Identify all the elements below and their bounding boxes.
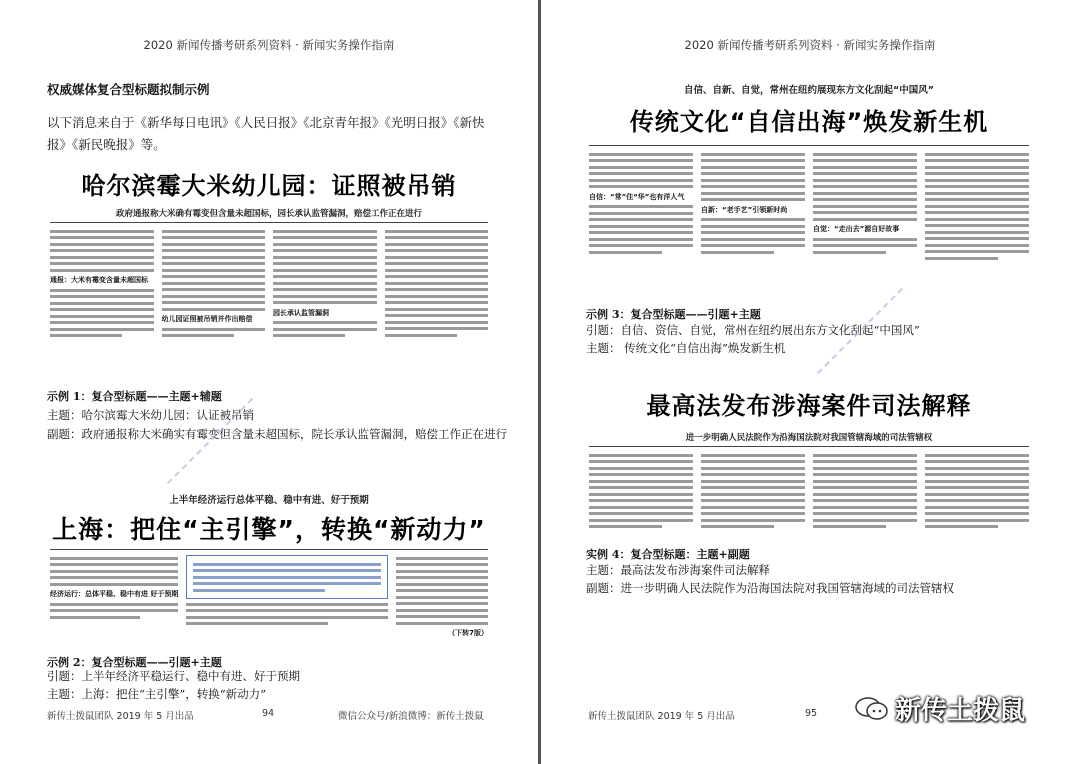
clip-pretitle: 上半年经济运行总体平稳、稳中有进、好于预期 — [169, 495, 369, 506]
newspaper-clip-changzhou — [585, 80, 1033, 305]
clip-subhead: 自觉：“走出去”源自好故事 — [813, 225, 900, 233]
divider — [589, 446, 1029, 447]
example-2-pre: 引题：上半年经济平稳运行、稳中有进、好于预期 — [47, 669, 300, 683]
clip-headline: 上海：把住“主引擎”，转换“新动力” — [52, 515, 486, 544]
running-head: 2020 新闻传播考研系列资料 · 新闻实务操作指南 — [143, 38, 395, 52]
example-4-sub: 副题：进一步明确人民法院作为沿海国法院对我国管辖海域的司法管辖权 — [586, 581, 954, 595]
example-1-sub: 副题：政府通报称大米确实有霉变但含量未超国标，院长承认监管漏洞，赔偿工作正在进行 — [47, 427, 507, 441]
example-4-main: 主题：最高法发布涉海案件司法解释 — [586, 563, 770, 577]
clip-headline: 哈尔滨霉大米幼儿园：证照被吊销 — [81, 172, 457, 200]
example-3-main: 主题： 传统文化“自信出海”焕发新生机 — [586, 341, 786, 355]
example-2-main: 主题：上海：把住“主引擎”，转换“新动力” — [47, 687, 267, 701]
clip-subhead: 通报：大米有霉变含量未超国标 — [50, 276, 148, 284]
clip-headline: 传统文化“自信出海”焕发新生机 — [629, 108, 989, 136]
clip-deck: 进一步明确人民法院作为沿海国法院对我国管辖海域的司法管辖权 — [685, 433, 933, 443]
divider — [50, 549, 488, 550]
running-head: 2020 新闻传播考研系列资料 · 新闻实务操作指南 — [684, 38, 936, 52]
clip-headline: 最高法发布涉海案件司法解释 — [646, 392, 972, 420]
badge-text: 新传土拨鼠 — [895, 696, 1026, 726]
footer-left: 新传土拨鼠团队 2019 年 5 月出品 — [47, 711, 194, 722]
clip-subhead: 自新：“老手艺”引领新时尚 — [701, 205, 788, 214]
example-4-heading: 实例 4：复合型标题：主题+副题 — [586, 548, 750, 561]
newspaper-clip-harbin — [46, 160, 492, 382]
example-1-heading: 示例 1：复合型标题——主题+辅题 — [47, 390, 222, 403]
newspaper-clip-supreme-court — [585, 380, 1033, 542]
divider — [589, 145, 1029, 146]
chat-bubble-icon — [855, 696, 889, 722]
highlight-box — [186, 555, 388, 599]
clip-body-columns — [585, 450, 1033, 532]
intro-paragraph: 以下消息来自于《新华每日电讯》《人民日报》《北京青年报》《光明日报》《新快报》《新民晚报》等。 — [47, 115, 485, 152]
clip-subhead: 幼儿园证照被吊销并作出赔偿 — [161, 315, 253, 323]
page-number: 94 — [262, 708, 275, 719]
clip-deck: 政府通报称大米确有霉变但含量未超国标，园长承认监管漏洞，赔偿工作正在进行 — [115, 209, 422, 219]
clip-subhead: 经济运行：总体平稳、稳中有进 好于预期 — [50, 590, 179, 598]
example-2-heading: 示例 2：复合型标题——引题+主题 — [47, 656, 222, 669]
newspaper-clip-shanghai — [46, 490, 492, 642]
example-1-main: 主题：哈尔滨霉大米幼儿园：认证被吊销 — [47, 408, 254, 422]
clip-subhead: 自信：“常”住“华”也有洋人气 — [589, 192, 685, 201]
divider — [50, 222, 488, 223]
section-title: 权威媒体复合型标题拟制示例 — [47, 82, 210, 97]
clip-body-columns — [46, 553, 492, 641]
footer-left: 新传土拨鼠团队 2019 年 5 月出品 — [588, 711, 735, 722]
account-badge — [855, 690, 1025, 727]
left-page — [0, 0, 538, 764]
example-3-pre: 引题：自信、资信、自觉，常州在纽约展出东方文化刮起“中国风” — [586, 323, 920, 337]
footer-right: 微信公众号/新浪微博：新传土拨鼠 — [338, 711, 484, 722]
clip-pretitle: 自信、自新、自觉，常州在纽约展现东方文化刮起“中国风” — [684, 85, 934, 96]
clip-subhead: 园长承认监管漏洞 — [273, 308, 329, 317]
clip-continuation: （下转7版） — [448, 629, 488, 637]
clip-body-columns — [585, 149, 1033, 263]
example-3-heading: 示例 3：复合型标题——引题+主题 — [586, 308, 761, 321]
page-number: 95 — [805, 708, 818, 719]
right-page — [541, 0, 1079, 764]
clip-body-columns — [46, 226, 492, 341]
